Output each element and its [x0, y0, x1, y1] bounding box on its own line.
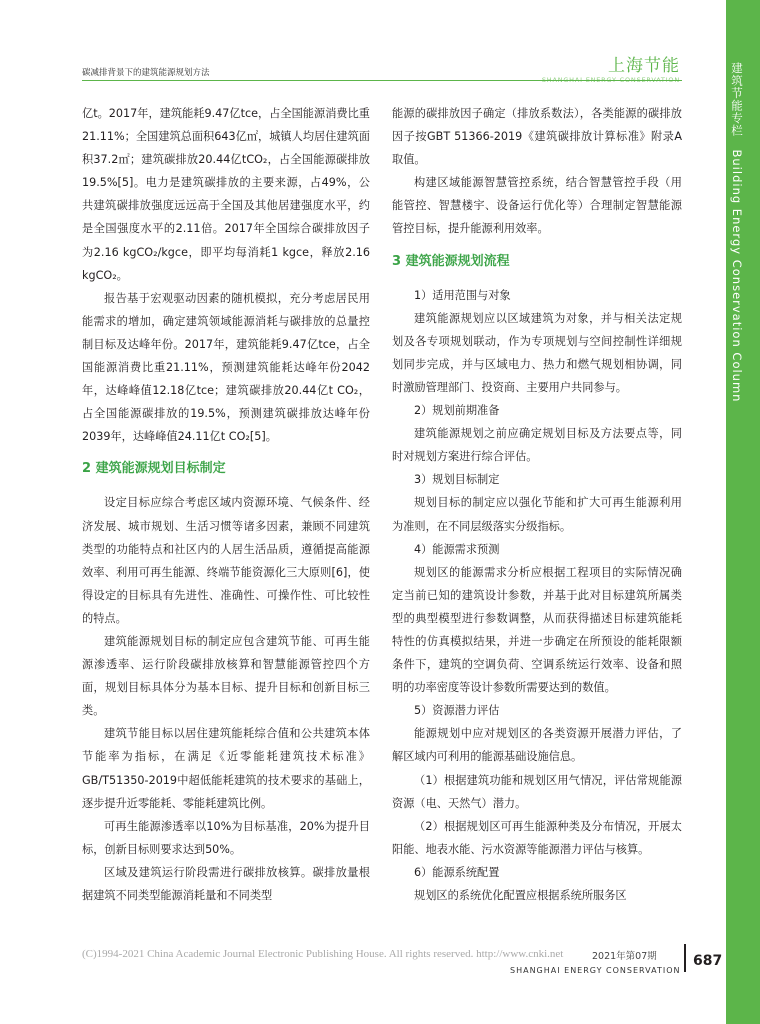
copyright-watermark: (C)1994-2021 China Academic Journal Electronic Publishing House. All rights reserved. http://www.cnki.net [82, 948, 564, 960]
paragraph: 规划区的能源需求分析应根据工程项目的实际情况确定当前已知的建筑设计参数，并基于此对目标建筑所属类型的典型模型进行参数调整，从而获得描述目标建筑能耗特性的仿真模拟结果，并进一步确定在所预设的能耗限额条件下，建筑的空调负荷、空调系统运行效率、设备和照明的功率密度等设计参数所需要达到的数值。 [392, 565, 682, 695]
running-title: 碳减排背景下的建筑能源规划方法 [82, 68, 210, 78]
paragraph: 可再生能源渗透率以10%为目标基准，20%为提升目标，创新目标则要求达到50%。 [82, 819, 370, 856]
paragraph: 设定目标应综合考虑区域内资源环境、气候条件、经济发展、城市规划、生活习惯等诸多因素，兼顾不同建筑类型的功能特点和社区内的人居生活品质，遵循提高能源效率、利用可再生能源、终端节能资源化三大原则[6]，使得设定的目标具有先进性、准确性、可操作性、可比较性的特点。 [82, 496, 370, 625]
page-number: 687 [693, 953, 723, 969]
right-column [392, 102, 682, 907]
paragraph: 能源的碳排放因子确定（排放系数法），各类能源的碳排放因子按GBT 51366-2019《建筑碳排放计算标准》附录A取值。 [392, 107, 682, 167]
paragraph: 能源规划中应对规划区的各类资源开展潜力评估，了解区域内可利用的能源基础设施信息。 [392, 727, 682, 764]
subsection-title: 2）规划前期准备 [414, 404, 500, 418]
paragraph: 建筑能源规划目标的制定应包含建筑节能、可再生能源渗透率、运行阶段碳排放核算和智慧能源管控四个方面，规划目标具体分为基本目标、提升目标和创新目标三类。 [82, 634, 370, 718]
paragraph: 规划区的系统优化配置应根据系统所服务区 [414, 889, 627, 902]
section-heading: 2 建筑能源规划目标制定 [82, 461, 226, 477]
paragraph: （2）根据规划区可再生能源种类及分布情况，开展太阳能、地表水能、污水资源等能源潜力评估与核算。 [392, 819, 682, 856]
paragraph: 报告基于宏观驱动因素的随机模拟，充分考虑居民用能需求的增加，确定建筑领域能源消耗与碳排放的总量控制目标及达峰年份。2017年，建筑能耗9.47亿tce，占全国能源消费比重21.11%，预测建筑能耗达峰年份2042年，达峰峰值12.18亿tce；建筑碳排放20.44亿t CO₂，占全国能源碳排放的19.5%，预测建筑碳排放达峰年份2039年，达峰峰值24.11亿t CO₂[5]。 [82, 291, 370, 444]
paragraph: 建筑能源规划之前应确定规划目标及方法要点等，同时对规划方案进行综合评估。 [392, 427, 682, 464]
brand-en: SHANGHAI ENERGY CONSERVATION [541, 76, 680, 84]
brand-cn: 上海节能 [608, 56, 680, 76]
header-rule [82, 80, 682, 81]
paragraph: 构建区域能源智慧管控系统，结合智慧管控手段（用能管控、智慧楼宇、设备运行优化等）合理制定智慧能源管控目标，提升能源利用效率。 [392, 176, 682, 236]
subsection-title: 1）适用范围与对象 [414, 288, 511, 302]
subsection-title: 4）能源需求预测 [414, 542, 500, 556]
footer-divider [684, 944, 686, 972]
issue-label: 2021年第07期 [592, 951, 657, 962]
journal-name-footer: SHANGHAI ENERGY CONSERVATION [510, 966, 681, 975]
section-heading: 3 建筑能源规划流程 [392, 253, 510, 269]
paragraph: （1）根据建筑功能和规划区用气情况，评估常规能源资源（电、天然气）潜力。 [392, 773, 682, 810]
paragraph: 区域及建筑运行阶段需进行碳排放核算。碳排放量根据建筑不同类型能源消耗量和不同类型 [82, 865, 370, 902]
column-label: 建筑节能专栏 Building Energy Conservation Column [730, 62, 744, 403]
left-column [82, 102, 370, 907]
paragraph: 亿t。2017年，建筑能耗9.47亿tce，占全国能源消费比重21.11%；全国建筑总面积643亿㎡，城镇人均居住建筑面积37.2㎡；建筑碳排放20.44亿tCO₂，占全国能源碳排放19.5%[5]。电力是建筑碳排放的主要来源，占49%，公共建筑碳排放强度远远高于全国及其他居建强度水平，约是全国强度水平的2.11倍。2017年全国综合碳排放因子为2.16 kgCO₂/kgce，即平均每消耗1 kgce，释放2.16 kgCO₂。 [82, 107, 370, 282]
subsection-title: 6）能源系统配置 [414, 865, 500, 879]
paragraph: 建筑能源规划应以区域建筑为对象，并与相关法定规划及各专项规划联动，作为专项规划与空间控制性详细规划同步完成，并与区域电力、热力和燃气规划相协调，同时激励管理部门、投资商、主要用户共同参与。 [392, 311, 682, 394]
subsection-title: 3）规划目标制定 [414, 473, 500, 487]
paragraph: 规划目标的制定应以强化节能和扩大可再生能源利用为准则，在不同层级落实分级指标。 [392, 496, 682, 533]
subsection-title: 5）资源潜力评估 [414, 704, 500, 718]
paragraph: 建筑节能目标以居住建筑能耗综合值和公共建筑本体节能率为指标，在满足《近零能耗建筑技术标准》GB/T51350-2019中超低能耗建筑的技术要求的基础上，逐步提升近零能耗、零能耗建筑比例。 [82, 727, 370, 810]
